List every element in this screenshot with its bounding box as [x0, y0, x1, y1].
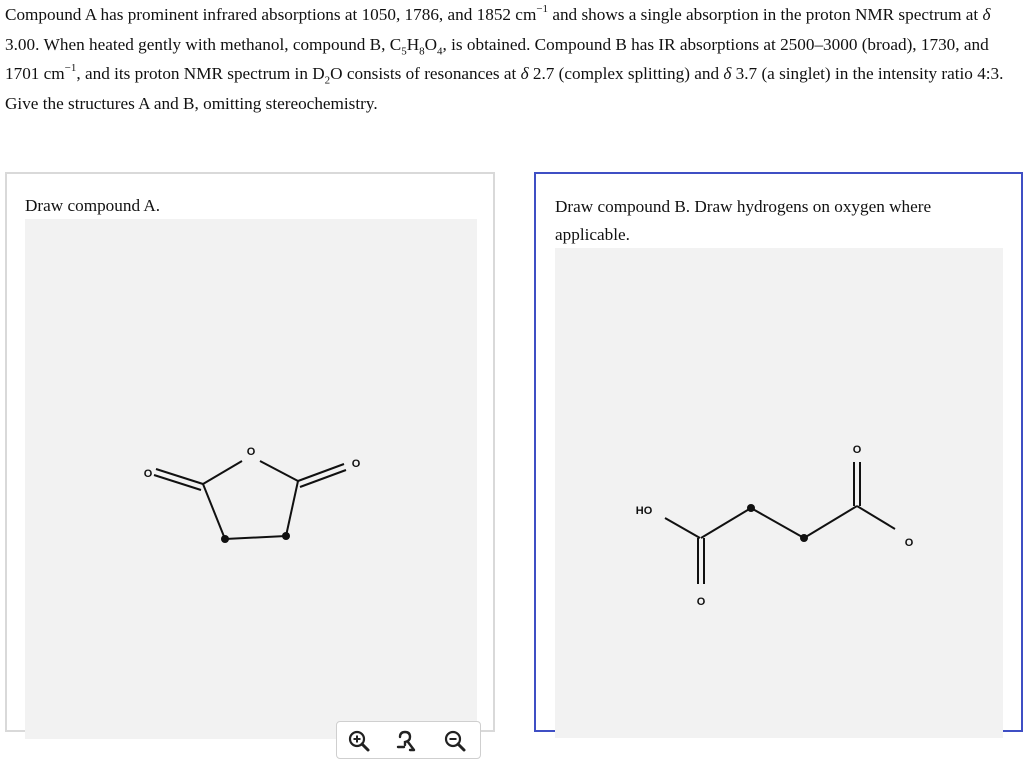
panel-b-label: Draw compound B. Draw hydrogens on oxygen where applicable.	[555, 197, 932, 244]
atom-label-o: O	[351, 458, 361, 470]
atom-label-o: O	[143, 468, 153, 480]
ring-bond	[203, 461, 242, 484]
atom-label-ho: HO	[635, 505, 653, 517]
atom-dot	[800, 534, 808, 542]
single-bond	[665, 518, 700, 538]
atom-label-o: O	[852, 444, 862, 456]
atom-label-o: O	[246, 446, 256, 458]
double-bond	[154, 475, 201, 490]
structure-a-svg	[25, 219, 477, 739]
structure-b-svg	[555, 248, 1003, 738]
zoom-in-icon[interactable]	[347, 729, 371, 753]
ring-bond	[225, 536, 286, 539]
single-bond	[804, 506, 857, 538]
double-bond	[156, 469, 203, 484]
single-bond	[701, 508, 751, 538]
atom-dot	[282, 532, 290, 540]
zoom-out-icon[interactable]	[443, 729, 467, 753]
drawing-canvas-b[interactable]	[555, 248, 1003, 738]
draw-panel-a	[5, 172, 495, 732]
ring-bond	[203, 484, 225, 539]
atom-dot	[747, 504, 755, 512]
panel-a-label: Draw compound A.	[25, 196, 161, 215]
reset-view-icon[interactable]	[395, 729, 419, 753]
view-toolbar	[336, 721, 481, 759]
ring-bond	[260, 461, 298, 481]
atom-dot	[221, 535, 229, 543]
atom-label-o: O	[904, 537, 914, 549]
ring-bond	[286, 481, 298, 536]
single-bond	[857, 506, 895, 529]
single-bond	[751, 508, 804, 538]
atom-label-o: O	[696, 596, 706, 608]
drawing-canvas-a[interactable]	[25, 219, 477, 739]
question-text: Compound A has prominent infrared absorptions at 1050, 1786, and 1852 $cm^{-1}$ and shows a single absorption in the proton NMR spectrum at δ 3.00. When heated gently with methanol, compound B, $C_5H_8O_4$, is obtained. Compound B has IR absorptions at 2500–3000 (broad), 1730, and 1701 $cm^{-1}$, and its proton NMR spectrum in $D_2O$ consists of resonances at δ 2.7 (complex splitting) and δ 3.7 (a singlet) in the intensity ratio 4:3. Give the structures A and B, omitting stereochemistry.	[5, 3, 1004, 113]
draw-panel-b	[534, 172, 1023, 732]
